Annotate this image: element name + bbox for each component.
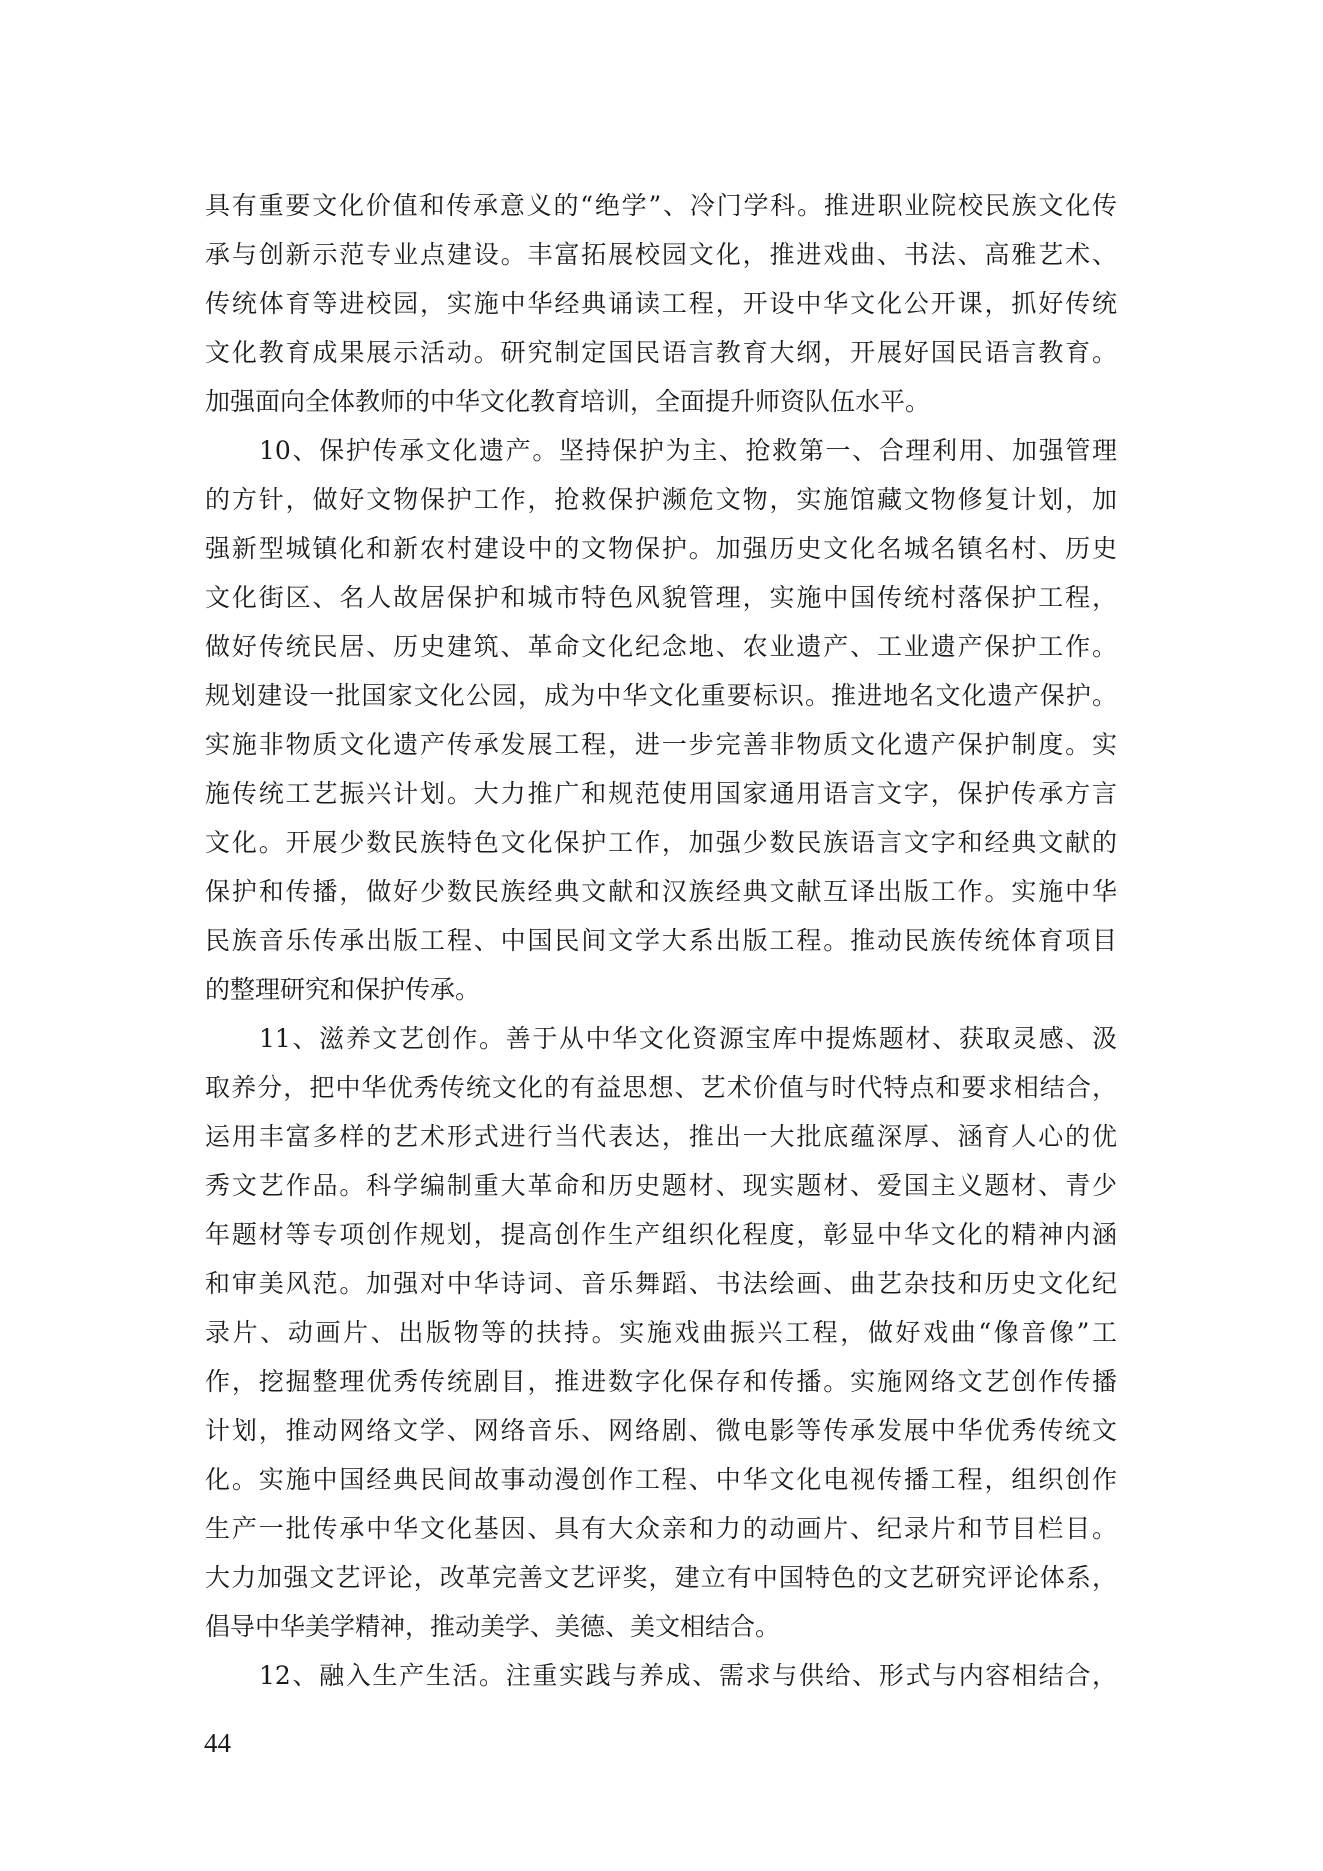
text-line: 化。实施中国经典民间故事动漫创作工程、中华文化电视传播工程，组织创作 [205,1465,1117,1494]
text-line: 年题材等专项创作规划，提高创作生产组织化程度，彰显中华文化的精神内涵 [205,1220,1117,1249]
text-line: 做好传统民居、历史建筑、革命文化纪念地、农业遗产、工业遗产保护工作。 [205,632,1117,661]
text-line: 取养分，把中华优秀传统文化的有益思想、艺术价值与时代特点和要求相结合， [205,1073,1117,1102]
paragraph-heading-line: 11、滋养文艺创作。善于从中华文化资源宝库中提炼题材、获取灵感、汲 [259,1024,1117,1053]
paragraph-heading-line: 12、融入生产生活。注重实践与养成、需求与供给、形式与内容相结合， [259,1661,1117,1690]
text-line: 运用丰富多样的艺术形式进行当代表达，推出一大批底蕴深厚、涵育人心的优 [205,1122,1117,1151]
text-line: 施传统工艺振兴计划。大力推广和规范使用国家通用语言文字，保护传承方言 [205,779,1117,808]
text-line: 的整理研究和保护传承。 [205,975,481,1004]
text-line: 承与创新示范专业点建设。丰富拓展校园文化，推进戏曲、书法、高雅艺术、 [205,240,1117,269]
text-line: 秀文艺作品。科学编制重大革命和历史题材、现实题材、爱国主义题材、青少 [205,1171,1117,1200]
body-text [205,187,1117,1706]
paragraph-heading-line: 10、保护传承文化遗产。坚持保护为主、抢救第一、合理利用、加强管理 [259,436,1117,465]
text-line: 作，挖掘整理优秀传统剧目，推进数字化保存和传播。实施网络文艺创作传播 [205,1367,1117,1396]
text-line: 文化教育成果展示活动。研究制定国民语言教育大纲，开展好国民语言教育。 [205,338,1117,367]
text-line: 规划建设一批国家文化公园，成为中华文化重要标识。推进地名文化遗产保护。 [205,681,1117,710]
text-line: 强新型城镇化和新农村建设中的文物保护。加强历史文化名城名镇名村、历史 [205,534,1117,563]
text-line: 实施非物质文化遗产传承发展工程，进一步完善非物质文化遗产保护制度。实 [205,730,1117,759]
text-line: 倡导中华美学精神，推动美学、美德、美文相结合。 [205,1612,781,1641]
text-line: 文化街区、名人故居保护和城市特色风貌管理，实施中国传统村落保护工程， [205,583,1117,612]
paragraph-item-12 [205,1657,1117,1706]
text-line: 加强面向全体教师的中华文化教育培训，全面提升师资队伍水平。 [205,387,931,416]
text-line: 传统体育等进校园，实施中华经典诵读工程，开设中华文化公开课，抓好传统 [205,289,1117,318]
text-line: 录片、动画片、出版物等的扶持。实施戏曲振兴工程，做好戏曲“像音像”工 [205,1318,1117,1347]
text-line: 具有重要文化价值和传承意义的“绝学”、冷门学科。推进职业院校民族文化传 [205,191,1117,220]
paragraph-continuation [205,187,1117,432]
page-number: 44 [204,1728,231,1758]
text-line: 民族音乐传承出版工程、中国民间文学大系出版工程。推动民族传统体育项目 [205,926,1117,955]
text-line: 文化。开展少数民族特色文化保护工作，加强少数民族语言文字和经典文献的 [205,828,1117,857]
text-line: 的方针，做好文物保护工作，抢救保护濒危文物，实施馆藏文物修复计划，加 [205,485,1117,514]
text-line: 计划，推动网络文学、网络音乐、网络剧、微电影等传承发展中华优秀传统文 [205,1416,1117,1445]
text-line: 和审美风范。加强对中华诗词、音乐舞蹈、书法绘画、曲艺杂技和历史文化纪 [205,1269,1117,1298]
text-line: 生产一批传承中华文化基因、具有大众亲和力的动画片、纪录片和节目栏目。 [205,1514,1117,1543]
text-line: 大力加强文艺评论，改革完善文艺评奖，建立有中国特色的文艺研究评论体系， [205,1563,1117,1592]
paragraph-item-11 [205,1020,1117,1657]
paragraph-item-10 [205,432,1117,1020]
text-line: 保护和传播，做好少数民族经典文献和汉族经典文献互译出版工作。实施中华 [205,877,1117,906]
